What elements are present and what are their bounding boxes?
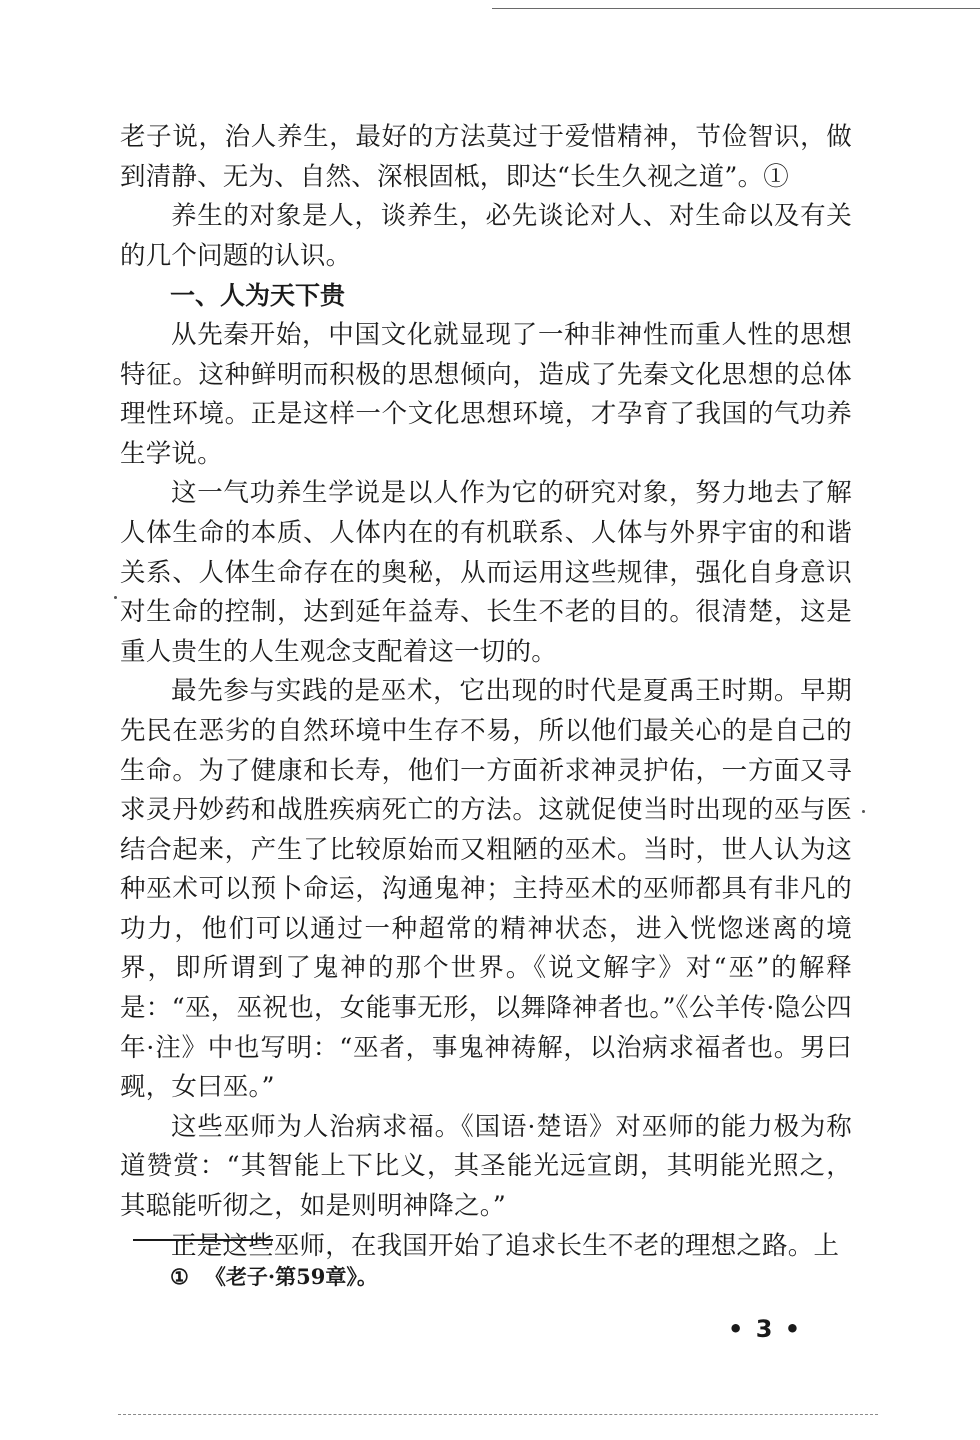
footnote-rule — [133, 1239, 273, 1241]
page-body — [120, 118, 852, 1266]
paragraph-pre-qin: 从先秦开始，中国文化就显现了一种非神性而重人性的思想特征。这种鲜明而积极的思想倾向，造成了先秦文化思想的总体理性环境。正是这样一个文化思想环境，才孕育了我国的气功养生学说。 — [120, 319, 852, 469]
paragraph-longevity-path: 正是这些巫师，在我国开始了追求长生不老的理想之路。上 — [171, 1230, 840, 1261]
header-rule — [492, 8, 980, 9]
footnote — [170, 1262, 378, 1292]
paragraph-guoyu-quote: 这些巫师为人治病求福。《国语·楚语》对巫师的能力极为称道赞赏：“其智能上下比义，其圣能光远宣朗，其明能光照之，其聪能听彻之，如是则明神降之。” — [120, 1111, 852, 1222]
scan-edge-line — [118, 1414, 878, 1415]
footnote-text: 《老子·第59章》。 — [204, 1264, 378, 1289]
paragraph-continuation: 老子说，治人养生，最好的方法莫过于爱惜精神，节俭智识，做到清静、无为、自然、深根固柢，即达“长生久视之道”。① — [120, 122, 852, 192]
scan-speck — [862, 810, 865, 813]
scan-speck — [114, 596, 117, 599]
footnote-mark: ① — [170, 1264, 189, 1289]
page-number: • 3 • — [728, 1315, 803, 1343]
paragraph-intro: 养生的对象是人，谈养生，必先谈论对人、对生命以及有关的几个问题的认识。 — [120, 201, 852, 271]
paragraph-wu-shamanism: 最先参与实践的是巫术，它出现的时代是夏禹王时期。早期先民在恶劣的自然环境中生存不易，所以他们最关心的是自己的生命。为了健康和长寿，他们一方面祈求神灵护佑，一方面又寻求灵丹妙药和战胜疾病死亡的方法。这就促使当时出现的巫与医结合起来，产生了比较原始而又粗陋的巫术。当时，世人认为这种巫术可以预卜命运，沟通鬼神；主持巫术的巫师都具有非凡的功力，他们可以通过一种超常的精神状态，进入恍惚迷离的境界，即所谓到了鬼神的那个世界。《说文解字》对“巫”的解释是：“巫，巫祝也，女能事无形，以舞降神者也。”《公羊传·隐公四年·注》中也写明：“巫者，事鬼神祷解，以治病求福者也。男曰觋，女曰巫。” — [120, 676, 852, 1103]
section-heading: 一、人为天下贵 — [170, 281, 346, 311]
paragraph-qigong-theory: 这一气功养生学说是以人作为它的研究对象，努力地去了解人体生命的本质、人体内在的有机联系、人体与外界宇宙的和谐关系、人体生命存在的奥秘，从而运用这些规律，强化自身意识对生命的控制，达到延年益寿、长生不老的目的。很清楚，这是重人贵生的人生观念支配着这一切的。 — [120, 478, 852, 667]
